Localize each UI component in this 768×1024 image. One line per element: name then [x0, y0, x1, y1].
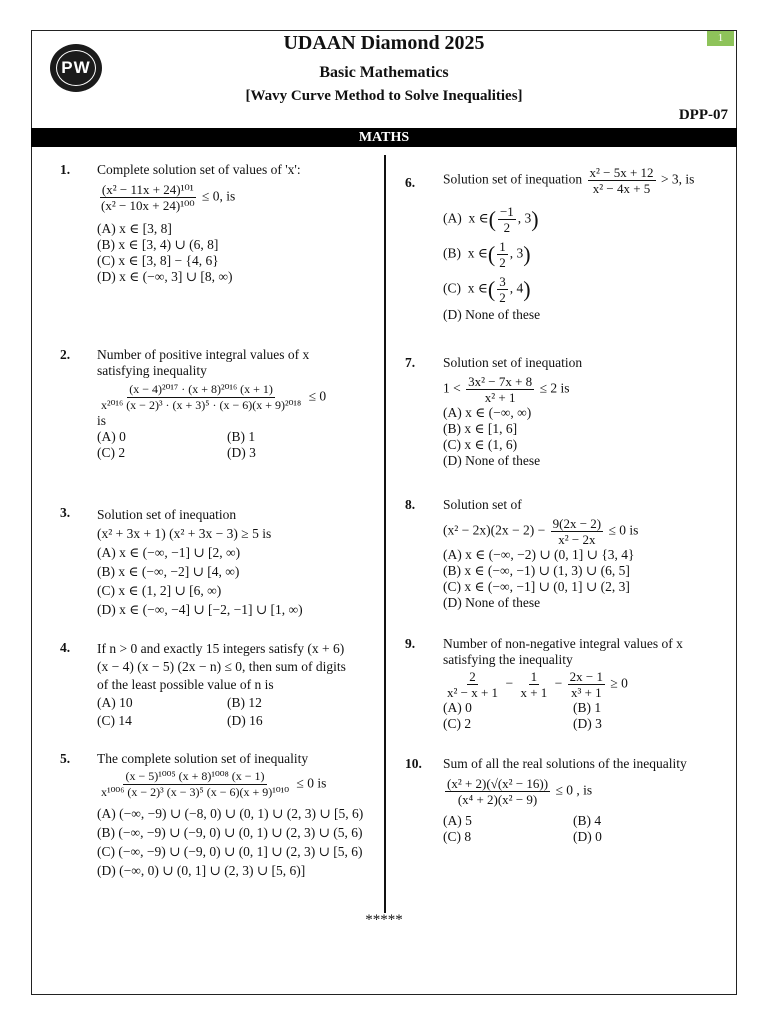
- question-number: 5.: [60, 751, 71, 766]
- option-b[interactable]: (B) 12: [227, 695, 262, 710]
- question-number: 2.: [60, 347, 71, 362]
- inequality-fraction: $\frac{\text{(x² − 11x + 24)¹⁰¹}}{\text{(x² − 10x + 24)¹⁰⁰}}$: [101, 182, 195, 213]
- option-a[interactable]: (A) x ∈ (−∞, −1] ∪ [2, ∞): [97, 545, 241, 560]
- inequality-fraction: $\frac{\text{(x − 4)²⁰¹⁷ · (x + 8)²⁰¹⁶ (x + 1)}}{\text{x²⁰¹⁶ (x − 2)³ · (x + 3)⁵ · (x − 6)(x + 9)²⁰¹⁸}}$: [101, 382, 302, 412]
- option-c[interactable]: (C) x ∈ (1, 6): [443, 437, 518, 452]
- option-d[interactable]: (D) None of these: [443, 307, 541, 322]
- question-number: 10.: [405, 756, 422, 771]
- option-d[interactable]: (D) None of these: [443, 595, 541, 610]
- inequality-fraction: $\frac{\text{(x − 5)¹⁰⁰⁵ (x + 8)¹⁰⁰⁸ (x − 1)}}{\text{x¹⁰⁰⁶ (x − 2)³ (x − 3)⁵ (x − 6)(x + 9)¹⁰¹⁰}}$: [101, 769, 290, 799]
- option-b[interactable]: (B) 1: [573, 700, 602, 715]
- option-c[interactable]: (C) x ∈( $\frac{3}{2}$ , 4): [443, 274, 531, 305]
- question-number: 7.: [405, 355, 416, 370]
- option-c[interactable]: (C) x ∈ (1, 2] ∪ [6, ∞): [97, 583, 222, 598]
- dpp-label: DPP-07: [678, 107, 728, 123]
- option-a[interactable]: (A) 0: [97, 429, 126, 444]
- inequality-fraction: $\frac{\text{x² − 5x + 12}}{\text{x² − 4x + 5}}$: [589, 165, 654, 196]
- option-d[interactable]: (D) x ∈ (−∞, 3] ∪ [8, ∞): [97, 269, 233, 284]
- question-number: 3.: [60, 505, 71, 520]
- question-text: Complete solution set of values of 'x':: [97, 162, 301, 177]
- option-a[interactable]: (A) (−∞, −9) ∪ (−8, 0) ∪ (0, 1) ∪ (2, 3) ∪ [5, 6): [97, 806, 364, 821]
- document-title: UDAAN Diamond 2025: [283, 32, 485, 54]
- inequality-fraction: $\frac{\text{3x² − 7x + 8}}{\text{x² + 1}}$: [468, 374, 533, 405]
- topic-title: [Wavy Curve Method to Solve Inequalities]: [245, 88, 523, 104]
- fraction-3: $\frac{2x - 1}{\text{x³ + 1}}$: [569, 669, 603, 700]
- option-d[interactable]: (D) 3: [573, 716, 602, 731]
- option-b[interactable]: (B) x ∈ (−∞, −2] ∪ [4, ∞): [97, 564, 240, 579]
- option-c[interactable]: (C) x ∈ [3, 8] − {4, 6}: [97, 253, 219, 268]
- question-number: 4.: [60, 640, 71, 655]
- section-bar: MATHS: [31, 128, 737, 147]
- option-b[interactable]: (B) 1: [227, 429, 256, 444]
- option-d[interactable]: (D) 0: [573, 829, 602, 844]
- option-d[interactable]: (D) None of these: [443, 453, 541, 468]
- option-a[interactable]: (A) x ∈ (−∞, −2) ∪ (0, 1] ∪ {3, 4}: [443, 547, 635, 562]
- question-number: 8.: [405, 497, 416, 512]
- fraction-1: $\frac{2}{\text{x² − x + 1}}$: [447, 669, 499, 700]
- option-c[interactable]: (C) 14: [97, 713, 132, 728]
- pw-logo-icon: PW: [50, 44, 102, 92]
- option-b[interactable]: (B) x ∈ (−∞, −1) ∪ (1, 3) ∪ (6, 5]: [443, 563, 630, 578]
- option-c[interactable]: (C) 2: [443, 716, 472, 731]
- option-b[interactable]: (B) x ∈ [3, 4) ∪ (6, 8]: [97, 237, 219, 252]
- option-c[interactable]: (C) 8: [443, 829, 472, 844]
- option-c[interactable]: (C) (−∞, −9) ∪ (−9, 0) ∪ (0, 1] ∪ (2, 3) ∪ [5, 6): [97, 844, 363, 859]
- end-stars: *****: [365, 912, 403, 928]
- option-d[interactable]: (D) x ∈ (−∞, −4] ∪ [−2, −1] ∪ [1, ∞): [97, 602, 303, 617]
- question-number: 1.: [60, 162, 71, 177]
- option-c[interactable]: (C) x ∈ (−∞, −1] ∪ (0, 1] ∪ (2, 3]: [443, 579, 630, 594]
- question-number: 9.: [405, 636, 416, 651]
- option-d[interactable]: (D) (−∞, 0) ∪ (0, 1] ∪ (2, 3) ∪ [5, 6)]: [97, 863, 306, 878]
- option-a[interactable]: (A) x ∈( $\frac{-1}{2}$ , 3): [443, 204, 539, 235]
- option-b[interactable]: (B) (−∞, −9) ∪ (−9, 0) ∪ (0, 1) ∪ (2, 3) ∪ (5, 6): [97, 825, 363, 840]
- option-b[interactable]: (B) x ∈( $\frac{1}{2}$ , 3): [443, 239, 531, 270]
- option-a[interactable]: (A) 5: [443, 813, 472, 828]
- option-a[interactable]: (A) 0: [443, 700, 472, 715]
- option-d[interactable]: (D) 3: [227, 445, 256, 460]
- column-divider: [384, 155, 386, 913]
- fraction-2: $\frac{1}{x + 1}$: [520, 669, 548, 700]
- inequality-fraction: $\frac{9(2x - 2)}{\text{x² − 2x}}$: [552, 516, 602, 547]
- option-a[interactable]: (A) x ∈ (−∞, ∞): [443, 405, 532, 420]
- option-a[interactable]: (A) x ∈ [3, 8]: [97, 221, 172, 236]
- option-d[interactable]: (D) 16: [227, 713, 263, 728]
- option-b[interactable]: (B) x ∈ [1, 6]: [443, 421, 518, 436]
- question-number: 6.: [405, 175, 416, 190]
- page-number-badge: 1: [707, 31, 734, 46]
- option-b[interactable]: (B) 4: [573, 813, 602, 828]
- option-a[interactable]: (A) 10: [97, 695, 133, 710]
- inequality-fraction: $\frac{\text{(x² + 2)(√(x² − 16))}}{\text{(x⁴ + 2)(x² − 9)}}$: [447, 776, 549, 807]
- option-c[interactable]: (C) 2: [97, 445, 126, 460]
- subject-title: Basic Mathematics: [319, 64, 449, 81]
